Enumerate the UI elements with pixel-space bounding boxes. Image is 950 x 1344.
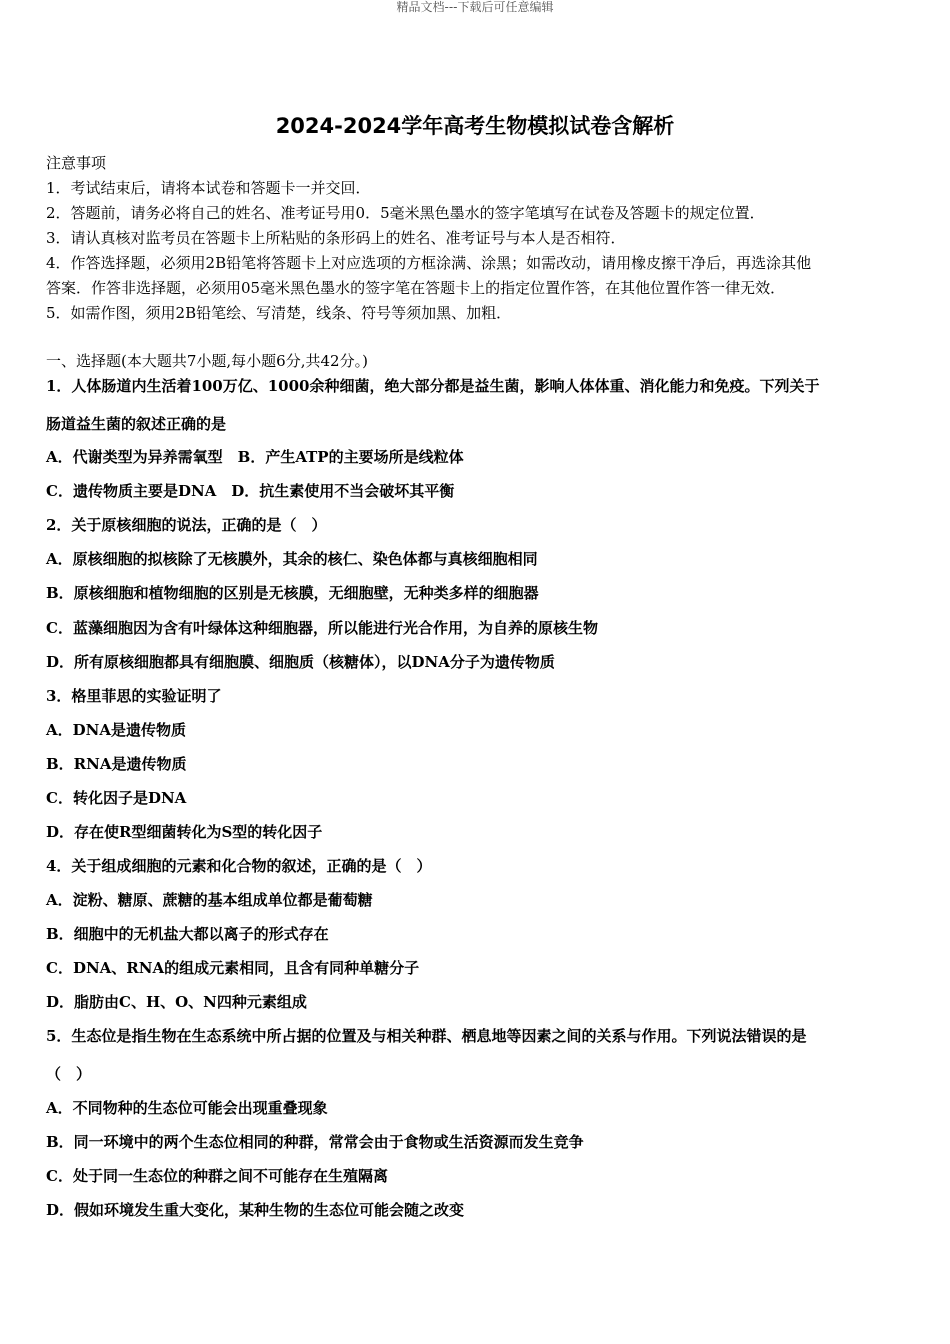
question-option: A．DNA是遗传物质 (46, 721, 186, 739)
question-option: B．原核细胞和植物细胞的区别是无核膜，无细胞壁，无种类多样的细胞器 (46, 584, 539, 602)
question-option: B．同一环境中的两个生态位相同的种群，常常会由于食物或生活资源而发生竞争 (46, 1133, 584, 1151)
question-stem: 1．人体肠道内生活着100万亿、1000余种细菌，绝大部分都是益生菌，影响人体体重、消化能力和免疫。下列关于 (46, 377, 820, 395)
question-option: A．不同物种的生态位可能会出现重叠现象 (46, 1099, 328, 1117)
question-option: C．遗传物质主要是DNA D．抗生素使用不当会破坏其平衡 (46, 482, 455, 500)
notice-item: 4．作答选择题，必须用2B铅笔将答题卡上对应选项的方框涂满、涂黑；如需改动，请用橡皮擦干净后，再选涂其他 (46, 254, 812, 272)
question-option: C．蓝藻细胞因为含有叶绿体这种细胞器，所以能进行光合作用，为自养的原核生物 (46, 619, 598, 637)
question-option: A．代谢类型为异养需氧型 B．产生ATP的主要场所是线粒体 (46, 448, 464, 466)
question-option: C．转化因子是DNA (46, 789, 187, 807)
question-stem: 2．关于原核细胞的说法，正确的是（ ） (46, 516, 327, 534)
question-option: A．淀粉、糖原、蔗糖的基本组成单位都是葡萄糖 (46, 891, 373, 909)
question-option: D．脂肪由C、H、O、N四种元素组成 (46, 993, 307, 1011)
question-option: C．DNA、RNA的组成元素相同，且含有同种单糖分子 (46, 959, 420, 977)
notice-item: 3．请认真核对监考员在答题卡上所粘贴的条形码上的姓名、准考证号与本人是否相符． (46, 229, 626, 247)
notice-item: 2．答题前，请务必将自己的姓名、准考证号用0．5毫米黑色墨水的签字笔填写在试卷及答题卡的规定位置． (46, 204, 765, 222)
notice-item: 1．考试结束后，请将本试卷和答题卡一并交回． (46, 179, 371, 197)
question-stem: 4．关于组成细胞的元素和化合物的叙述，正确的是（ ） (46, 857, 432, 875)
notice-heading: 注意事项 (46, 154, 107, 172)
question-stem: 3．格里菲思的实验证明了 (46, 687, 222, 705)
question-stem: 肠道益生菌的叙述正确的是 (46, 415, 227, 433)
question-option: A．原核细胞的拟核除了无核膜外，其余的核仁、染色体都与真核细胞相同 (46, 550, 538, 568)
question-option: C．处于同一生态位的种群之间不可能存在生殖隔离 (46, 1167, 388, 1185)
question-option: B．细胞中的无机盐大都以离子的形式存在 (46, 925, 329, 943)
notice-item: 答案．作答非选择题，必须用05毫米黑色墨水的签字笔在答题卡上的指定位置作答，在其他位置作答一律无效． (46, 279, 786, 297)
question-stem: 5．生态位是指生物在生态系统中所占据的位置及与相关种群、栖息地等因素之间的关系与作用。下列说法错误的是 (46, 1027, 807, 1045)
question-stem: （ ） (46, 1065, 92, 1083)
section-heading: 一、选择题(本大题共7小题,每小题6分,共42分。) (46, 352, 368, 370)
question-option: D．存在使R型细菌转化为S型的转化因子 (46, 823, 323, 841)
page-title: 2024-2024学年高考生物模拟试卷含解析 (275, 114, 675, 138)
question-option: B．RNA是遗传物质 (46, 755, 187, 773)
page-header-note: 精品文档---下载后可任意编辑 (396, 0, 554, 14)
notice-item: 5．如需作图，须用2B铅笔绘、写清楚，线条、符号等须加黑、加粗． (46, 304, 512, 322)
question-option: D．所有原核细胞都具有细胞膜、细胞质（核糖体），以DNA分子为遗传物质 (46, 653, 555, 671)
question-option: D．假如环境发生重大变化，某种生物的生态位可能会随之改变 (46, 1201, 465, 1219)
